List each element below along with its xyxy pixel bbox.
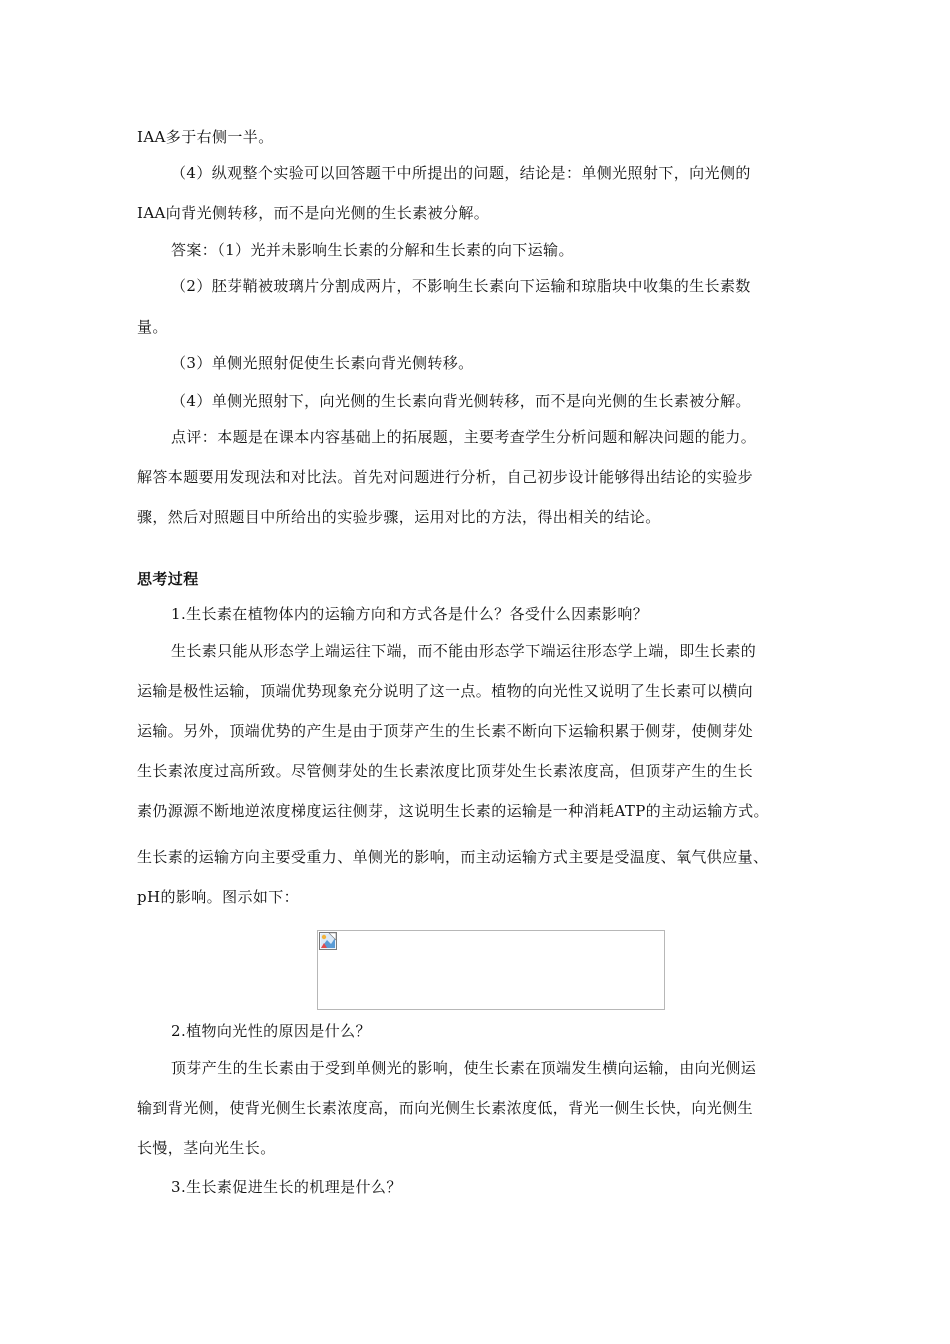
question-line: 1.生长素在植物体内的运输方向和方式各是什么？各受什么因素影响？ xyxy=(171,605,649,623)
section-heading: 思考过程 xyxy=(137,570,199,588)
question-line: 2.植物向光性的原因是什么？ xyxy=(171,1022,371,1040)
paragraph-line: （4）纵观整个实验可以回答题干中所提出的问题，结论是：单侧光照射下，向光侧的 xyxy=(171,164,751,182)
comment-line: 点评：本题是在课本内容基础上的拓展题，主要考查学生分析问题和解决问题的能力。 xyxy=(171,428,757,446)
figure-placeholder xyxy=(317,930,665,1010)
paragraph-line: 输到背光侧，使背光侧生长素浓度高，而向光侧生长素浓度低，背光一侧生长快，向光侧生 xyxy=(137,1099,754,1117)
paragraph-line: pH的影响。图示如下： xyxy=(137,888,300,906)
paragraph-line: 顶芽产生的生长素由于受到单侧光的影响，使生长素在顶端发生横向运输，由向光侧运 xyxy=(171,1059,757,1077)
paragraph-line: 骤，然后对照题目中所给出的实验步骤，运用对比的方法，得出相关的结论。 xyxy=(137,508,661,526)
paragraph-line: 生长素只能从形态学上端运往下端，而不能由形态学下端运往形态学上端，即生长素的 xyxy=(171,642,757,660)
paragraph-line: 解答本题要用发现法和对比法。首先对问题进行分析，自己初步设计能够得出结论的实验步 xyxy=(137,468,754,486)
paragraph-line: 量。 xyxy=(137,318,168,336)
broken-image-icon xyxy=(319,932,337,950)
paragraph-line: 运输是极性运输，顶端优势现象充分说明了这一点。植物的向光性又说明了生长素可以横向 xyxy=(137,682,754,700)
paragraph-line: IAA向背光侧转移，而不是向光侧的生长素被分解。 xyxy=(137,204,490,222)
paragraph-line: 运输。另外，顶端优势的产生是由于顶芽产生的生长素不断向下运输积累于侧芽，使侧芽处 xyxy=(137,722,754,740)
paragraph-line: IAA多于右侧一半。 xyxy=(137,128,274,146)
question-line: 3.生长素促进生长的机理是什么？ xyxy=(171,1178,402,1196)
paragraph-line: （3）单侧光照射促使生长素向背光侧转移。 xyxy=(171,354,474,372)
paragraph-line: 长慢，茎向光生长。 xyxy=(137,1139,276,1157)
paragraph-line: 素仍源源不断地逆浓度梯度运往侧芽，这说明生长素的运输是一种消耗ATP的主动运输方式。 xyxy=(137,802,769,820)
paragraph-line: （2）胚芽鞘被玻璃片分割成两片，不影响生长素向下运输和琼脂块中收集的生长素数 xyxy=(171,277,751,295)
paragraph-line: （4）单侧光照射下，向光侧的生长素向背光侧转移，而不是向光侧的生长素被分解。 xyxy=(171,392,751,410)
paragraph-line: 生长素浓度过高所致。尽管侧芽处的生长素浓度比顶芽处生长素浓度高，但顶芽产生的生长 xyxy=(137,762,754,780)
paragraph-line: 生长素的运输方向主要受重力、单侧光的影响，而主动运输方式主要是受温度、氧气供应量、 xyxy=(137,848,769,866)
answer-heading-line: 答案：（1）光并未影响生长素的分解和生长素的向下运输。 xyxy=(171,241,574,259)
